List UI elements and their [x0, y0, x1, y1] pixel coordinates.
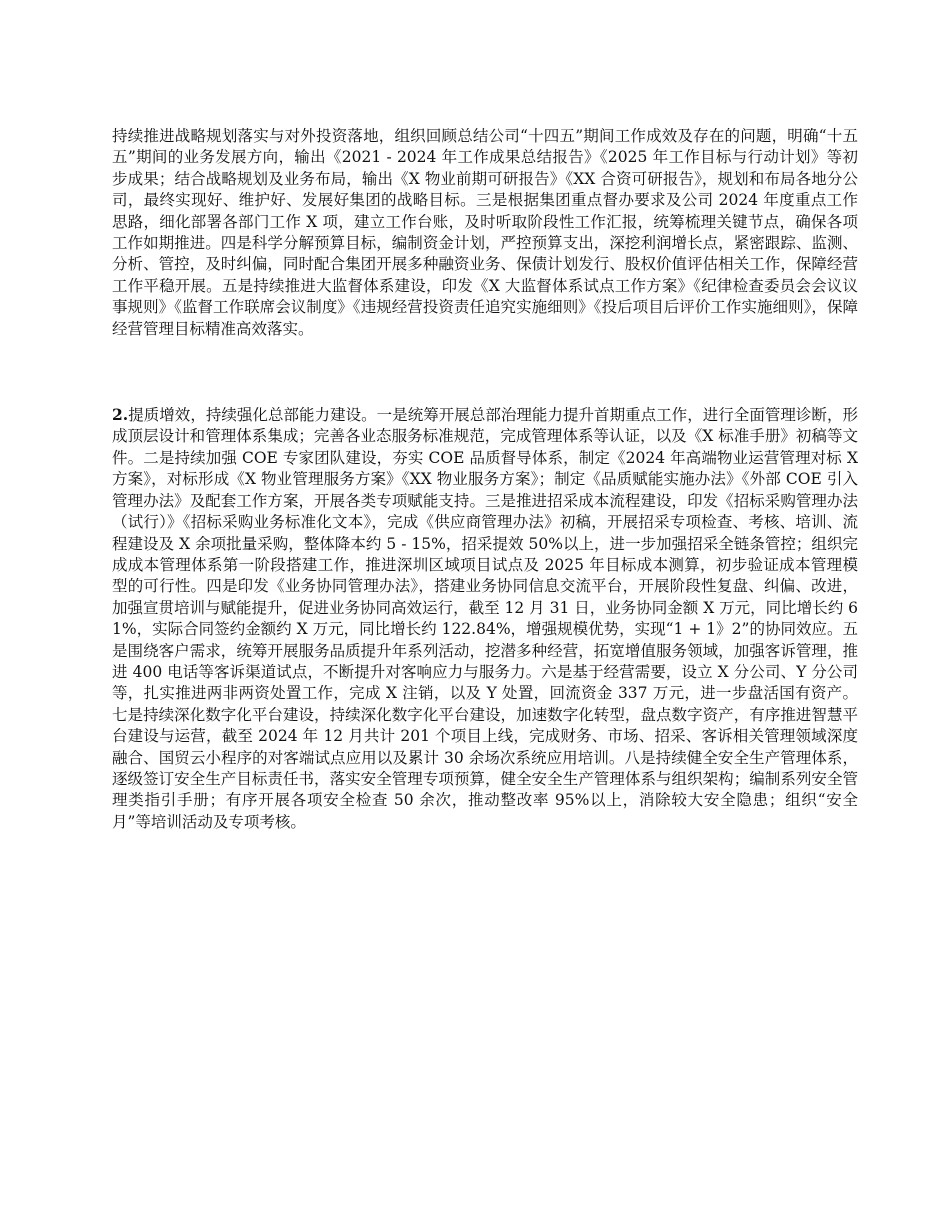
paragraph-strategy — [112, 126, 858, 340]
paragraph-efficiency — [112, 404, 858, 833]
paragraph-text: 提质增效，持续强化总部能力建设。一是统筹开展总部治理能力提升首期重点工作，进行全面管理诊断，形成顶层设计和管理体系集成；完善各业态服务标准规范，完成管理体系等认证，以及《X 标准手册》初稿等文件。二是持续加强 COE 专家团队建设，夯实 COE 品质督导体系，制定《2024 年高端物业运营管理对标 X 方案》，对标形成《X 物业管理服务方案》《XX 物业服务方案》；制定《品质赋能实施办法》《外部 COE 引入管理办法》及配套工作方案，开展各类专项赋能支持。三是推进招采成本流程建设，印发《招标采购管理办法（试行）》《招标采购业务标准化文本》，完成《供应商管理办法》初稿，开展招采专项检查、考核、培训、流程建设及 X 余项批量采购，整体降本约 5 - 15%，招采提效 50%以上，进一步加强招采全链条管控；组织完成成本管理体系第一阶段搭建工作，推进深圳区域项目试点及 2025 年目标成本测算，初步验证成本管理模型的可行性。四是印发《业务协同管理办法》，搭建业务协同信息交流平台，开展阶段性复盘、纠偏、改进，加强宣贯培训与赋能提升，促进业务协同高效运行，截至 12 月 31 日，业务协同金额 X 万元，同比增长约 61%，实际合同签约金额约 X 万元，同比增长约 122.84%，增强规模优势，实现“1 + 1》2”的协同效应。五是围绕客户需求，统筹开展服务品质提升年系列活动，挖潜多种经营，拓宽增值服务领域，加强客诉管理，推进 400 电话等客诉渠道试点，不断提升对客响应力与服务力。六是基于经营需要，设立 X 分公司、Y 分公司等，扎实推进两非两资处置工作，完成 X 注销，以及 Y 处置，回流资金 337 万元，进一步盘活国有资产。七是持续深化数字化平台建设，持续深化数字化平台建设，加速数字化转型，盘点数字资产，有序推进智慧平台建设与运营，截至 2024 年 12 月共计 201 个项目上线，完成财务、市场、招采、客诉相关管理领域深度融合、国贸云小程序的对客端试点应用以及累计 30 余场次系统应用培训。八是持续健全安全生产管理体系，逐级签订安全生产目标责任书，落实安全管理专项预算，健全安全生产管理体系与组织架构；编制系列安全管理类指引手册；有序开展各项安全检查 50 余次，推动整改率 95%以上，消除较大安全隐患；组织“安全月”等培训活动及专项考核。 — [112, 406, 858, 831]
paragraph-text: 持续推进战略规划落实与对外投资落地，组织回顾总结公司“十四五”期间工作成效及存在的问题，明确“十五五”期间的业务发展方向，输出《2021 - 2024 年工作成果总结报告》《2025 年工作目标与行动计划》等初步成果；结合战略规划及业务布局，输出《X 物业前期可研报告》《XX 合资可研报告》，规划和布局各地分公司，最终实现好、维护好、发展好集团的战略目标。三是根据集团重点督办要求及公司 2024 年度重点工作思路，细化部署各部门工作 X 项，建立工作台账，及时听取阶段性工作汇报，统筹梳理关键节点，确保各项工作如期推进。四是科学分解预算目标，编制资金计划，严控预算支出，深挖利润增长点，紧密跟踪、监测、分析、管控，及时纠偏，同时配合集团开展多种融资业务、保债计划发行、股权价值评估相关工作，保障经营工作平稳开展。五是持续推进大监督体系建设，印发《X 大监督体系试点工作方案》《纪律检查委员会会议议事规则》《监督工作联席会议制度》《违规经营投资责任追究实施细则》《投后项目后评价工作实施细则》，保障经营管理目标精准高效落实。 — [112, 127, 858, 338]
document-body — [112, 126, 858, 833]
paragraph-number: 2. — [112, 405, 129, 425]
